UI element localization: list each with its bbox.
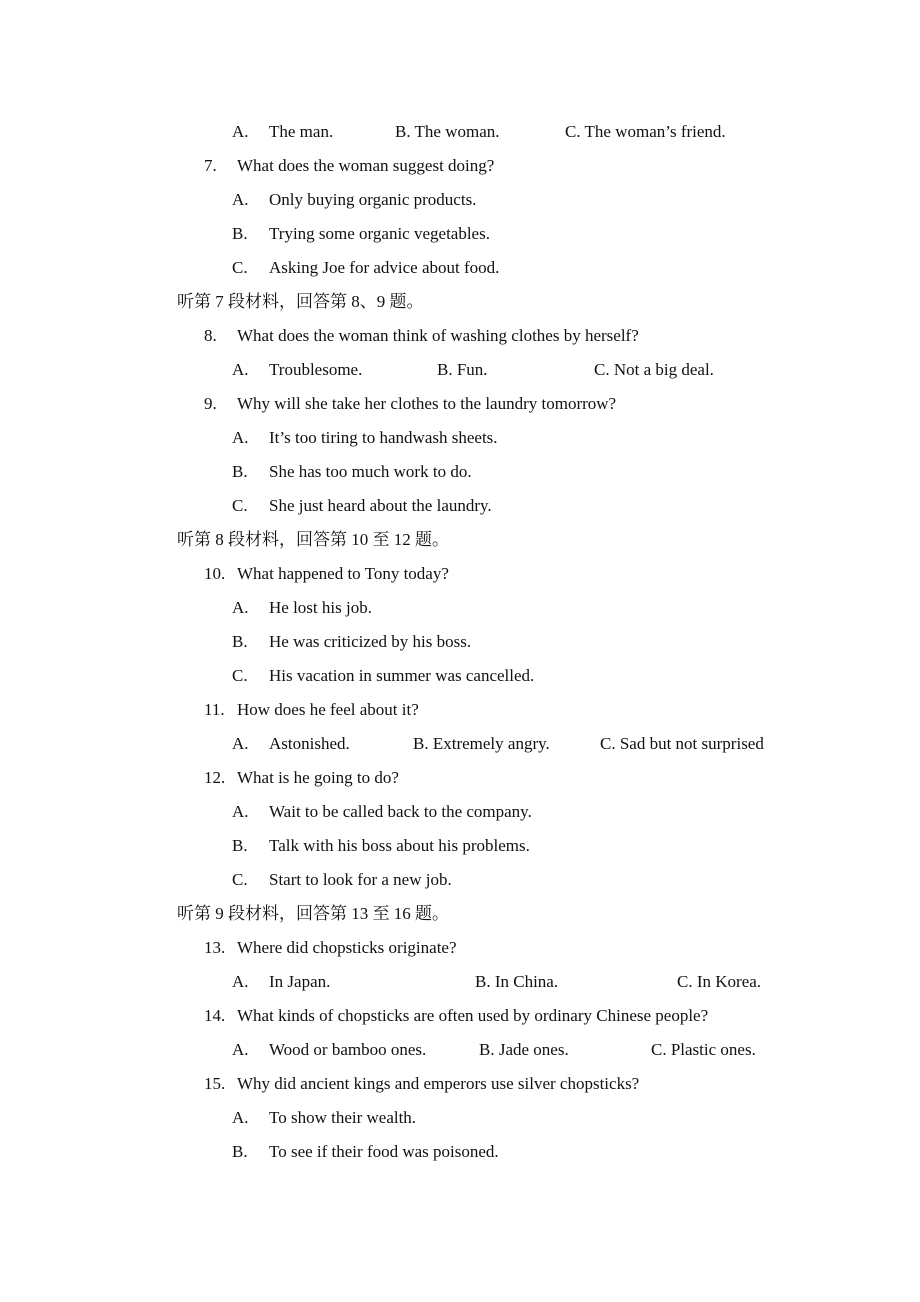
question-number: 9. — [204, 394, 217, 413]
question-text: What is he going to do? — [237, 768, 399, 787]
option-label: A. — [232, 428, 249, 447]
option-label: C. — [232, 496, 248, 515]
question-number: 12. — [204, 768, 226, 787]
question-number: 11. — [204, 700, 225, 719]
question-number: 8. — [204, 326, 217, 345]
option-text: In Japan. — [269, 972, 331, 991]
section-heading: 听第 8 段材料，回答第 10 至 12 题。 — [177, 530, 449, 549]
option-text: Trying some organic vegetables. — [269, 224, 490, 243]
option-label: B. — [232, 462, 248, 481]
option-text: To show their wealth. — [269, 1108, 417, 1127]
option-label: B. — [232, 224, 248, 243]
option-label: A. — [232, 1108, 249, 1127]
option-label: A. — [232, 598, 249, 617]
option-label: C. — [232, 870, 248, 889]
option-text: C. In Korea. — [677, 972, 762, 991]
option-label: B. — [232, 632, 248, 651]
option-text: Wood or bamboo ones. — [269, 1040, 427, 1059]
option-text: His vacation in summer was cancelled. — [269, 666, 535, 685]
question-text: Where did chopsticks originate? — [237, 938, 457, 957]
option-text: She just heard about the laundry. — [269, 496, 492, 515]
option-text: Start to look for a new job. — [269, 870, 452, 889]
option-label: A. — [232, 360, 249, 379]
option-label: A. — [232, 734, 249, 753]
option-text: Wait to be called back to the company. — [269, 802, 532, 821]
option-label: C. — [232, 666, 248, 685]
option-text: It’s too tiring to handwash sheets. — [269, 428, 498, 447]
option-text: The man. — [269, 122, 334, 141]
question-text: How does he feel about it? — [237, 700, 419, 719]
section-heading: 听第 7 段材料，回答第 8、9 题。 — [177, 292, 424, 311]
question-number: 13. — [204, 938, 226, 957]
section-heading: 听第 9 段材料，回答第 13 至 16 题。 — [177, 904, 449, 923]
option-text: C. Sad but not surprised — [600, 734, 764, 753]
option-text: She has too much work to do. — [269, 462, 472, 481]
question-text: What kinds of chopsticks are often used by ordinary Chinese people? — [237, 1006, 709, 1025]
option-text: B. Extremely angry. — [413, 734, 550, 753]
option-label: B. — [232, 1142, 248, 1161]
option-label: C. — [232, 258, 248, 277]
option-text: C. Plastic ones. — [651, 1040, 756, 1059]
question-number: 10. — [204, 564, 226, 583]
question-text: What happened to Tony today? — [237, 564, 449, 583]
option-text: C. The woman’s friend. — [565, 122, 726, 141]
option-text: Only buying organic products. — [269, 190, 477, 209]
option-label: B. — [232, 836, 248, 855]
option-label: A. — [232, 802, 249, 821]
option-label: A. — [232, 972, 249, 991]
option-label: A. — [232, 190, 249, 209]
option-text: Asking Joe for advice about food. — [269, 258, 500, 277]
option-text: Astonished. — [269, 734, 350, 753]
option-text: Talk with his boss about his problems. — [269, 836, 530, 855]
question-number: 7. — [204, 156, 217, 175]
option-text: He was criticized by his boss. — [269, 632, 472, 651]
question-number: 15. — [204, 1074, 226, 1093]
question-text: Why will she take her clothes to the laundry tomorrow? — [237, 394, 617, 413]
option-text: He lost his job. — [269, 598, 372, 617]
option-label: A. — [232, 1040, 249, 1059]
question-number: 14. — [204, 1006, 226, 1025]
option-text: B. Fun. — [437, 360, 488, 379]
option-text: To see if their food was poisoned. — [269, 1142, 499, 1161]
question-text: What does the woman think of washing clothes by herself? — [237, 326, 639, 345]
question-text: Why did ancient kings and emperors use silver chopsticks? — [237, 1074, 640, 1093]
option-text: B. The woman. — [395, 122, 500, 141]
question-text: What does the woman suggest doing? — [237, 156, 495, 175]
option-text: Troublesome. — [269, 360, 363, 379]
option-text: C. Not a big deal. — [594, 360, 714, 379]
option-label: A. — [232, 122, 249, 141]
option-text: B. In China. — [475, 972, 559, 991]
option-text: B. Jade ones. — [479, 1040, 569, 1059]
